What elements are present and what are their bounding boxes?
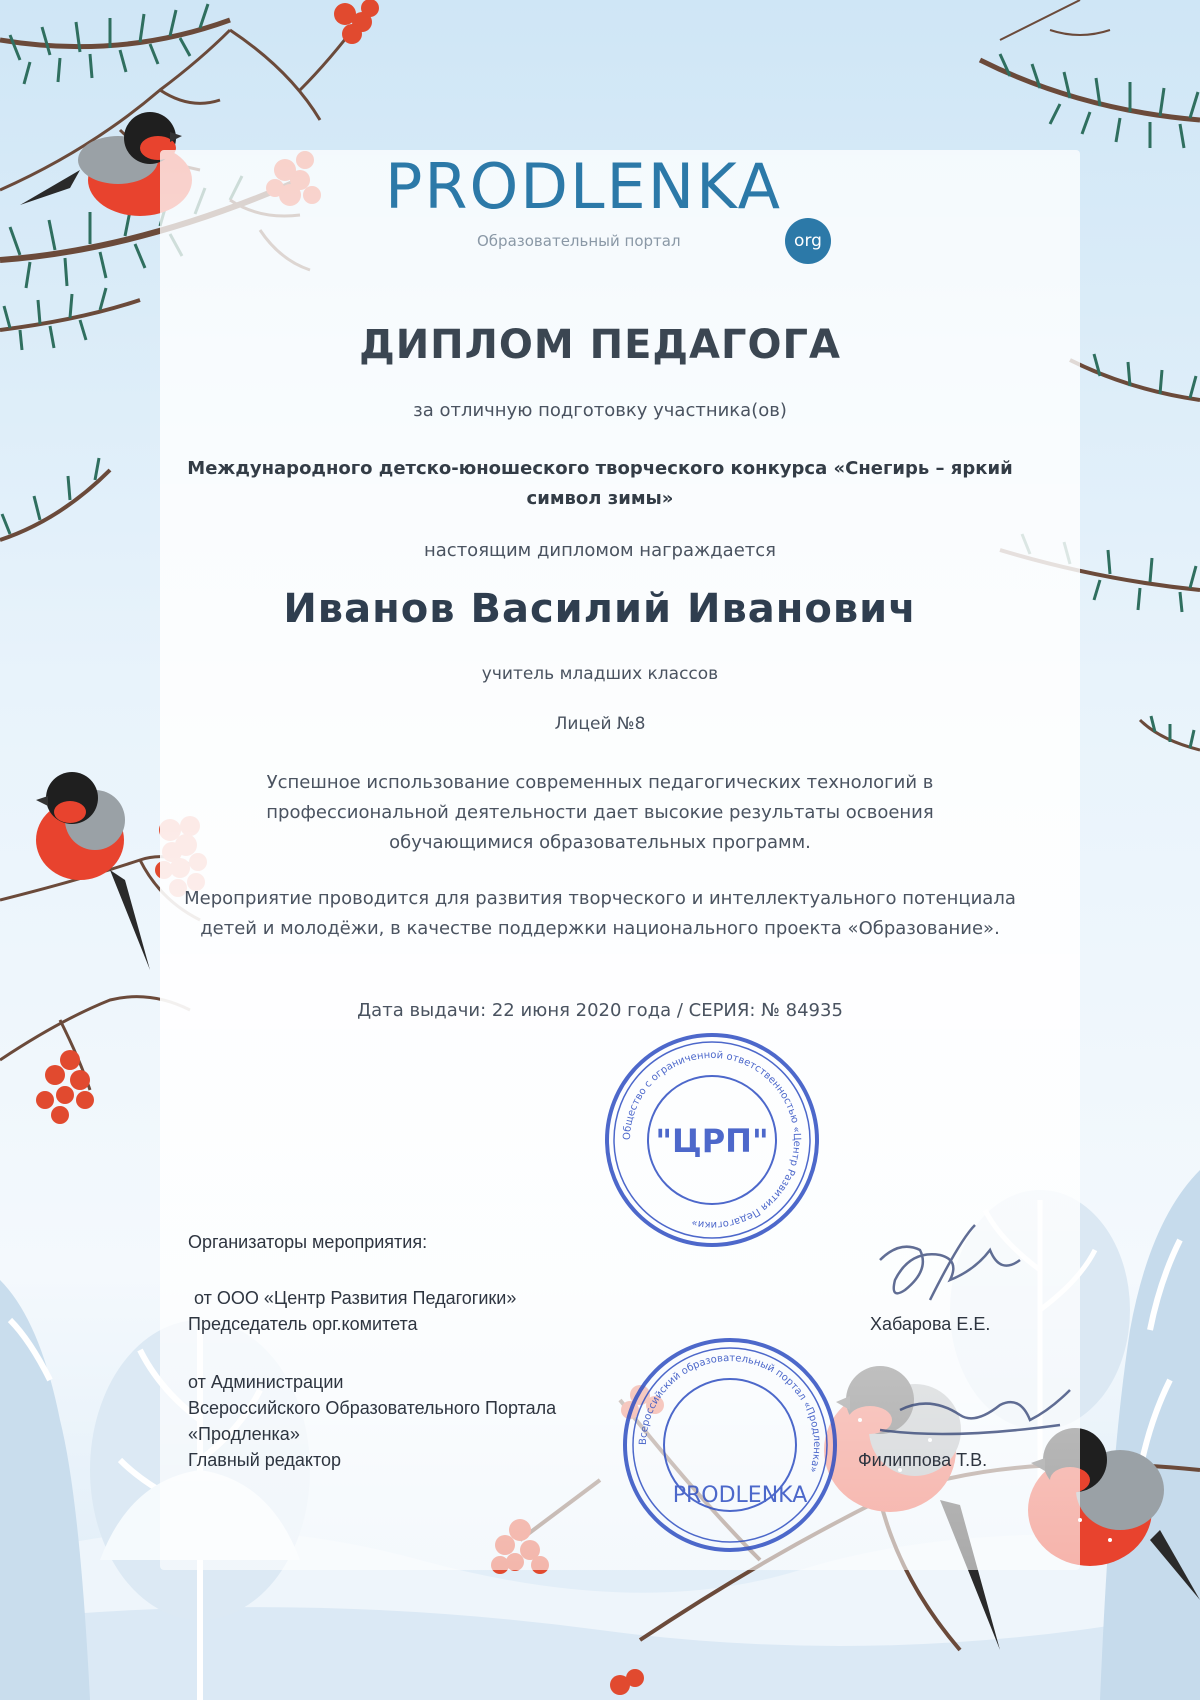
organizer-2-line-1: от Администрации <box>188 1372 344 1392</box>
stamp-crp-center: "ЦРП" <box>655 1122 769 1160</box>
organizer-2-line-4: Главный редактор <box>188 1450 342 1470</box>
signature-filippova <box>880 1390 1070 1434</box>
logo-wordmark: PRODLENKA <box>385 150 783 223</box>
paragraph-2-text: Мероприятие проводится для развития творческого и интеллектуального потенциала детей и молодёжи, в качестве поддержки национального проекта «Образование». <box>184 888 1016 939</box>
stamp-prodlenka <box>625 1340 835 1550</box>
diploma-title: ДИПЛОМ ПЕДАГОГА <box>359 322 841 368</box>
stamp-crp-ring-text: Общество с ограниченной ответственностью «Центр Развития Педагогики» <box>621 1049 803 1231</box>
logo-tagline: Образовательный портал <box>477 232 681 250</box>
organizers-heading: Организаторы мероприятия: <box>188 1232 428 1252</box>
recipient-position: учитель младших классов <box>481 664 719 684</box>
logo-badge: org <box>785 218 831 264</box>
awarded-line: настоящим дипломом награждается <box>424 540 776 561</box>
organizer-2-line-3: «Продленка» <box>188 1424 300 1444</box>
organizer-1-line-1: от ООО «Центр Развития Педагогики» <box>194 1288 517 1308</box>
diploma-subtitle: за отличную подготовку участника(ов) <box>413 400 787 421</box>
organizer-1-line-2: Председатель орг.комитета <box>188 1314 418 1334</box>
contest-name-text: Международного детско-юношеского творческого конкурса «Снегирь – яркий символ зимы» <box>187 458 1013 509</box>
stamp-prodlenka-center: PRODLENKA <box>672 1483 808 1508</box>
recipient-name: Иванов Василий Иванович <box>283 586 917 632</box>
stamp-crp <box>607 1035 817 1245</box>
issue-date-series: Дата выдачи: 22 июня 2020 года / СЕРИЯ: № 84935 <box>357 1000 843 1021</box>
recipient-institution: Лицей №8 <box>554 714 646 734</box>
signature-khabarova <box>880 1225 1020 1300</box>
stamp-prodlenka-ring-text: Всероссийский образовательный портал «Продленка» <box>637 1352 823 1474</box>
organizer-2-line-2: Всероссийского Образовательного Портала <box>188 1398 557 1418</box>
paragraph-1-text: Успешное использование современных педагогических технологий в профессиональной деятельности дает высокие результаты освоения обучающимися образовательных программ. <box>266 772 934 853</box>
organizer-1-signer: Хабарова Е.Е. <box>870 1314 991 1334</box>
organizer-2-signer: Филиппова Т.В. <box>858 1450 988 1470</box>
